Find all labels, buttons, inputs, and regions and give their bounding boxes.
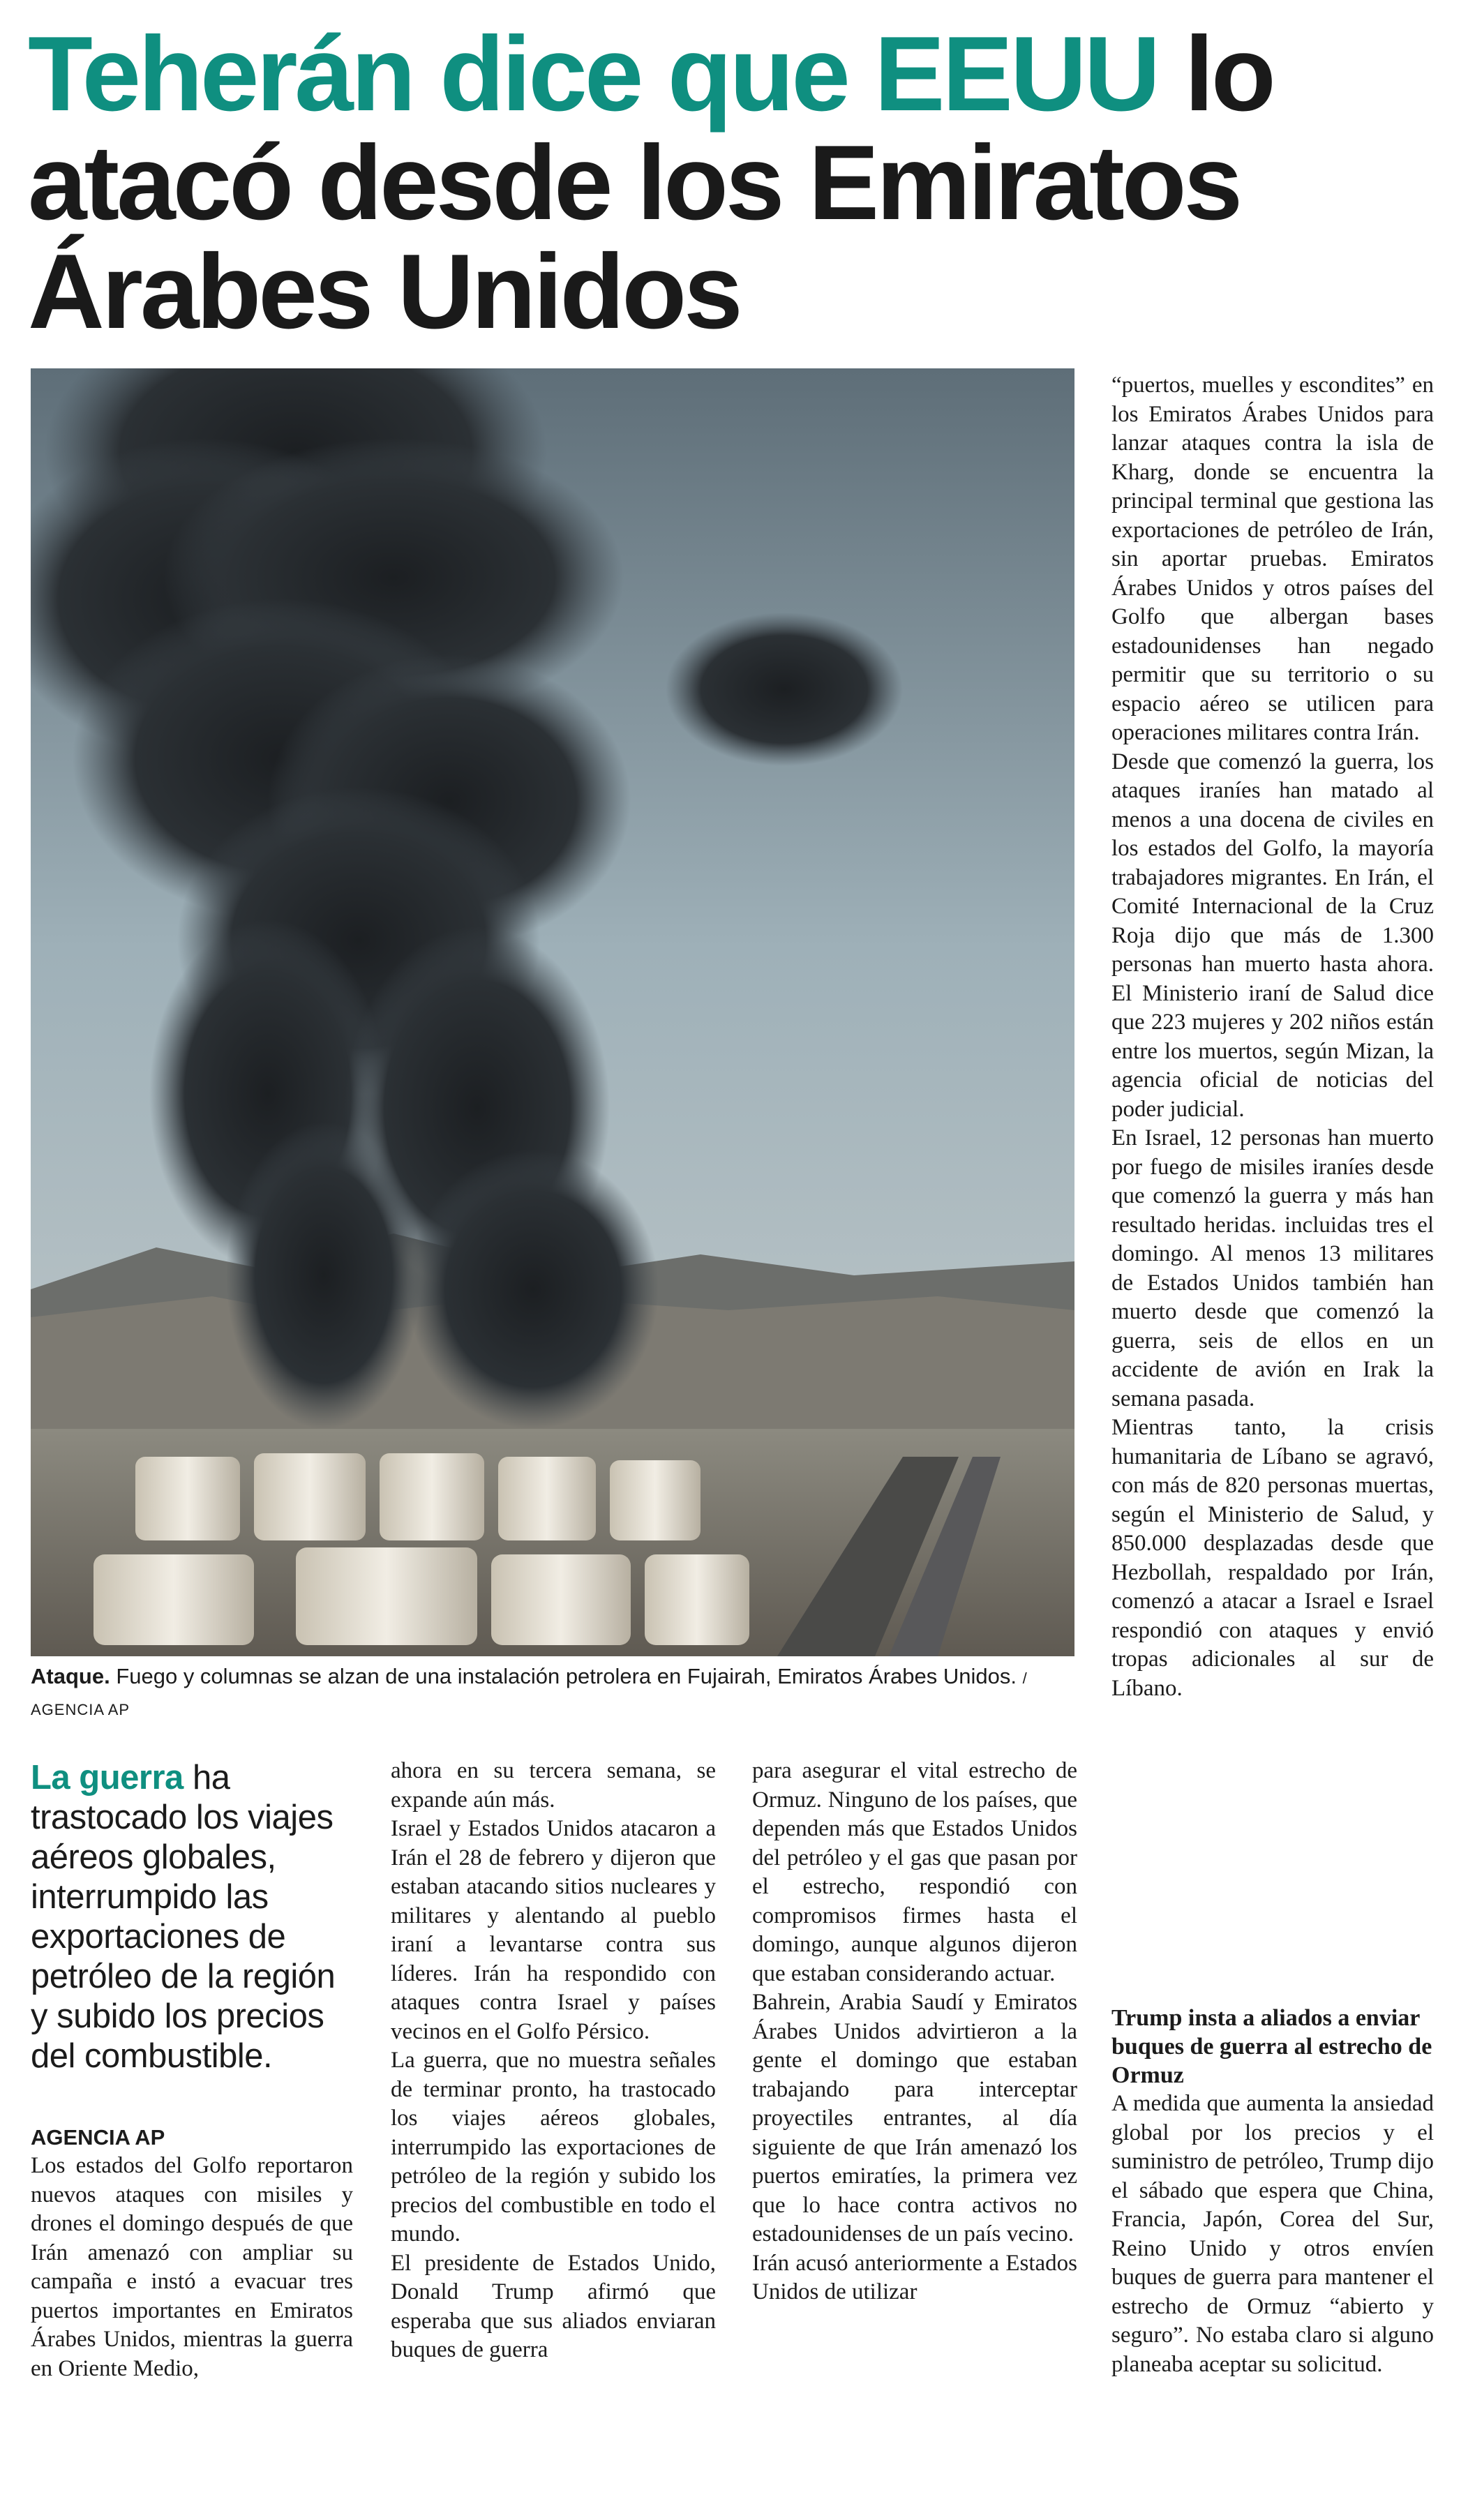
paragraph: Irán acusó anteriormente a Estados Unidos de utilizar xyxy=(752,2250,1077,2304)
article-column-3 xyxy=(752,1757,1077,2307)
headline xyxy=(28,15,1444,351)
paragraph: El presidente de Estados Unido, Donald Trump afirmó que esperaba que sus aliados enviaran buques de guerra xyxy=(391,2250,716,2362)
paragraph: Los estados del Golfo reportaron nuevos ataques con misiles y drones el domingo después de que Irán amenazó con ampliar su campaña e instó a evacuar tres puertos importantes en Emiratos Árabes Unidos, mientras la guerra en Oriente Medio, xyxy=(31,2153,353,2381)
paragraph: para asegurar el vital estrecho de Ormuz. Ninguno de los países, que dependen más que Estados Unidos del petróleo y el gas que pasan por el estrecho, respondió con compromisos firmes hasta el domingo, aunque algunos dijeron que estaban considerando actuar. xyxy=(752,1758,1077,1986)
article-column-1 xyxy=(31,1758,353,2383)
paragraph: Israel y Estados Unidos atacaron a Irán el 28 de febrero y dijeron que estaban atacando sitios nucleares y militares y alentando al pueblo iraní a levantarse contra sus líderes. Irán ha respondido con ataques contra Israel y países vecinos en el Golfo Pérsico. xyxy=(391,1816,716,2044)
paragraph: ahora en su tercera semana, se expande aún más. xyxy=(391,1758,716,1813)
byline: AGENCIA AP xyxy=(31,2125,165,2150)
article-column-4 xyxy=(1111,2004,1434,2379)
subheading: Trump insta a aliados a enviar buques de guerra al estrecho de Ormuz xyxy=(1111,2005,1432,2088)
article-column-right xyxy=(1111,371,1434,1703)
paragraph: En Israel, 12 personas han muerto por fuego de misiles iraníes desde que comenzó la guerra y más han resultado heridas. incluidas tres el domingo. Al menos 13 militares de Estados Unidos también han muerto desde que comenzó la guerra, seis de ellos en un accidente de avión en Irak la semana pasada. xyxy=(1111,1125,1434,1411)
paragraph: La guerra, que no muestra señales de terminar pronto, ha trastocado los viajes aéreos globales, interrumpido las exportaciones de petróleo de la región y subido los precios del combustible en todo el mundo. xyxy=(391,2048,716,2247)
lede xyxy=(31,1758,353,2076)
lede-text: ha trastocado los viajes aéreos globales, interrumpido las exportaciones de petróleo de la región y subido los precios del combustible. xyxy=(31,1759,336,2075)
photo-caption xyxy=(31,1662,1074,1725)
article-column-2 xyxy=(391,1757,716,2365)
paragraph: Desde que comenzó la guerra, los ataques iraníes han matado al menos a una docena de civiles en los estados del Golfo, la mayoría trabajadores migrantes. En Irán, el Comité Internacional de la Cruz Roja dijo que más de 1.300 personas han muerto hasta ahora. El Ministerio iraní de Salud dice que 223 mujeres y 202 niños están entre los muertos, según Mizan, la agencia oficial de noticias del poder judicial. xyxy=(1111,749,1434,1122)
caption-text: Fuego y columnas se alzan de una instalación petrolera en Fujairah, Emiratos Árabes Unidos. xyxy=(116,1664,1017,1688)
paragraph: “puertos, muelles y escondites” en los Emiratos Árabes Unidos para lanzar ataques contra la isla de Kharg, donde se encuentra la principal terminal que gestiona las exportaciones de petróleo de Irán, sin aportar pruebas. Emiratos Árabes Unidos y otros países del Golfo que albergan bases estadounidenses han negado permitir que su territorio o su espacio aéreo se utilicen para operaciones militares contra Irán. xyxy=(1111,373,1434,745)
oil-facility-smoke-image xyxy=(31,368,1074,1656)
headline-accent: Teherán dice que EEUU xyxy=(28,15,1158,133)
headline-rest: lo atacó desde los Emiratos Árabes Unidos xyxy=(28,15,1273,351)
lede-accent: La guerra xyxy=(31,1759,184,1797)
caption-credit: / AGENCIA AP xyxy=(31,1670,1028,1718)
news-photo xyxy=(31,368,1074,1656)
paragraph: Bahrein, Arabia Saudí y Emiratos Árabes Unidos advirtieron a la gente el domingo que estaban trabajando para interceptar proyectiles entrantes, al día siguiente de que Irán amenazó los puertos emiratíes, la primera vez que lo hace contra activos no estadounidenses de un país vecino. xyxy=(752,1990,1077,2247)
paragraph: A medida que aumenta la ansiedad global por los precios y el suministro de petróleo, Trump dijo el sábado que espera que China, Francia, Japón, Corea del Sur, Reino Unido y otros envíen buques de guerra para mantener el estrecho de Ormuz “abierto y seguro”. No estaba claro si alguno planeaba aceptar su solicitud. xyxy=(1111,2091,1434,2377)
caption-title: Ataque. xyxy=(31,1664,110,1688)
paragraph: Mientras tanto, la crisis humanitaria de Líbano se agravó, con más de 820 personas muertas, según el Ministerio de Salud, y 850.000 desplazadas desde que Hezbollah, respaldado por Irán, comenzó a atacar a Israel e Israel respondió con ataques y envió tropas adicionales al sur de Líbano. xyxy=(1111,1415,1434,1701)
